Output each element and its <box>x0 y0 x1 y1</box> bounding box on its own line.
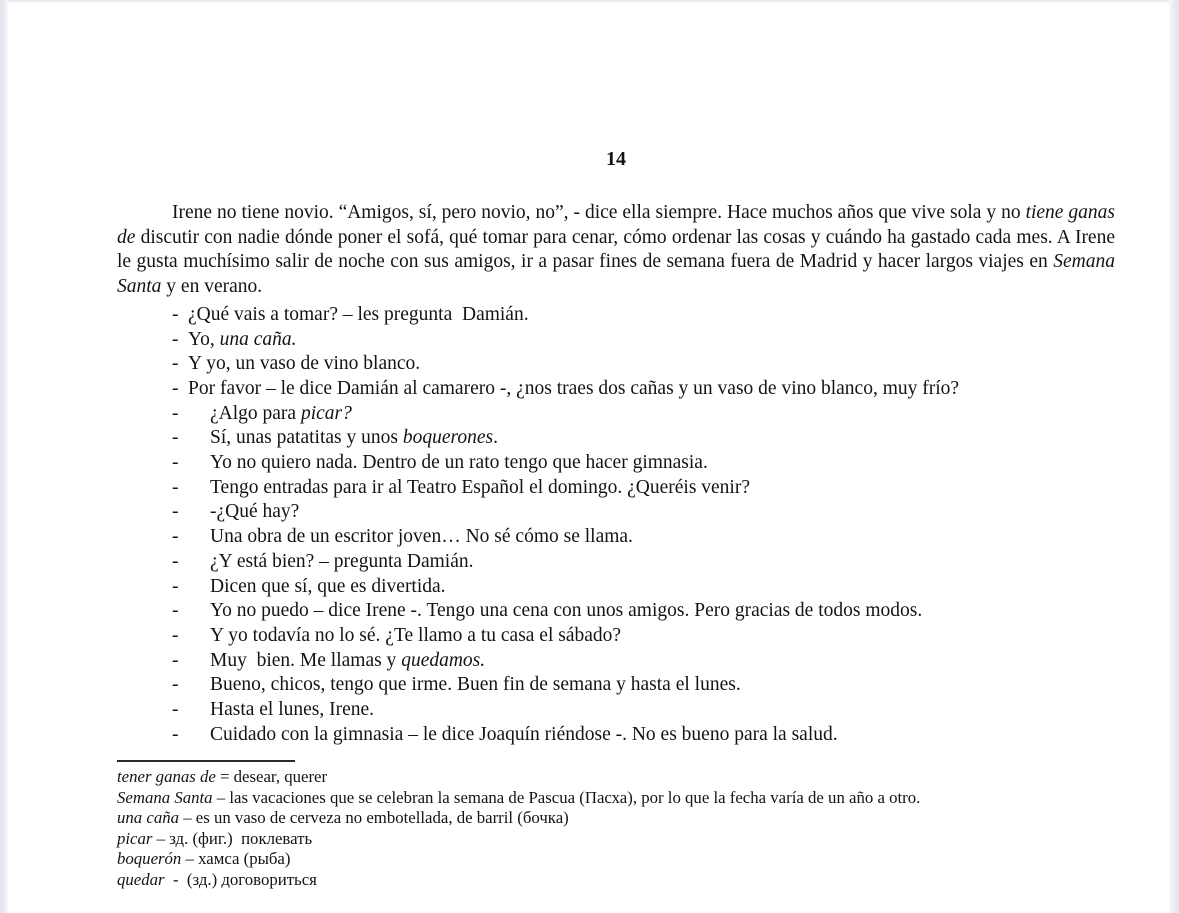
text-segment: boquerones <box>402 427 494 449</box>
dialogue-text <box>210 501 299 522</box>
text-segment: quedamos. <box>401 649 486 671</box>
text-segment: ¿Y está bien? – pregunta Damián. <box>210 550 474 572</box>
dialogue-line <box>117 624 1115 649</box>
text-segment: tener ganas de <box>117 767 216 787</box>
text-segment: – las vacaciones que se celebran la semana de Pascua (Пасха), por lo que la fecha varía de un año a otro. <box>212 787 921 807</box>
dialogue-text <box>210 600 922 621</box>
text-segment: – es un vaso de cerveza no embotellada, de barril (бочка) <box>179 808 569 828</box>
dialogue-text <box>188 304 529 325</box>
text-segment: Cuidado con la gimnasia – le dice Joaquín riéndose -. No es bueno para la salud. <box>210 723 838 745</box>
dialogue-text <box>188 329 297 350</box>
footnote-line <box>117 849 1115 870</box>
dialogue-text <box>210 724 838 745</box>
dialogue-dash: - <box>172 452 179 474</box>
dialogue-text <box>210 452 708 473</box>
dialogue-text <box>210 625 621 646</box>
text-segment: Y yo, un vaso de vino blanco. <box>188 353 421 375</box>
text-segment: Irene no tiene novio. “Amigos, sí, pero novio, no”, - dice ella siempre. Hace muchos años que vive sola y no <box>172 202 1026 223</box>
text-segment: Tengo entradas para ir al Teatro Español el domingo. ¿Queréis venir? <box>210 476 751 498</box>
dialogue-line <box>117 723 1115 748</box>
dialogue-dash: - <box>172 377 179 399</box>
text-segment: ¿Qué vais a tomar? – les pregunta Damián. <box>188 303 529 325</box>
dialogue-dash: - <box>172 649 179 671</box>
footnote-line <box>117 808 1115 829</box>
text-segment: Yo, <box>188 328 220 350</box>
footnote-line <box>117 788 1115 809</box>
text-segment: Yo no quiero nada. Dentro de un rato tengo que hacer gimnasia. <box>210 452 708 474</box>
dialogue-dash: - <box>172 353 179 375</box>
text-segment: Y yo todavía no lo sé. ¿Te llamo a tu casa el sábado? <box>210 624 622 646</box>
text-segment: – зд. (фиг.) поклевать <box>152 828 313 848</box>
text-segment: Hasta el lunes, Irene. <box>210 699 375 721</box>
intro-paragraph <box>117 201 1120 300</box>
dialogue-dash: - <box>172 600 179 622</box>
dialogue-dash: - <box>172 550 179 572</box>
dialogue-text <box>188 378 959 399</box>
page-number: 14 <box>606 148 626 170</box>
dialogue-dash: - <box>172 427 179 449</box>
footnote-line <box>117 767 1115 788</box>
dialogue-text <box>210 403 352 424</box>
dialogue-line <box>117 328 1115 353</box>
page-edge-left <box>0 0 8 913</box>
footnote-separator <box>117 760 295 762</box>
text-segment: picar <box>117 828 153 848</box>
dialogue-dash: - <box>172 501 179 523</box>
dialogue-text <box>210 576 446 597</box>
dialogue-line <box>117 525 1115 550</box>
dialogue-text <box>210 477 750 498</box>
dialogue-line <box>117 698 1115 723</box>
text-segment: Sí, unas patatitas y unos <box>210 427 403 449</box>
text-segment: Muy bien. Me llamas y <box>210 649 402 671</box>
dialogue-line <box>117 426 1115 451</box>
dialogue-text <box>210 526 633 547</box>
dialogue-line <box>117 352 1115 377</box>
dialogue-dash: - <box>172 575 179 597</box>
dialogue-line <box>117 575 1115 600</box>
dialogue-line <box>117 649 1115 674</box>
text-segment: tiene ganas de <box>117 202 1120 248</box>
dialogue-line <box>117 377 1115 402</box>
dialogue-dash: - <box>172 699 179 721</box>
dialogue-text <box>210 699 374 720</box>
dialogue-line <box>117 550 1115 575</box>
text-segment: una caña <box>117 808 179 828</box>
dialogue-line <box>117 451 1115 476</box>
dialogue-text <box>210 674 741 695</box>
page-content <box>117 0 1120 890</box>
dialogue-text <box>210 650 485 671</box>
dialogue-dash: - <box>172 328 179 350</box>
dialogue-line <box>117 402 1115 427</box>
text-segment: ¿Algo para <box>210 402 301 424</box>
dialogue-text <box>210 551 474 572</box>
text-segment: Una obra de un escritor joven… No sé cómo se llama. <box>210 526 633 548</box>
text-segment: – хамса (рыба) <box>181 849 291 869</box>
dialogue-line <box>117 500 1115 525</box>
footnotes-block <box>117 767 1115 890</box>
text-segment: Semana Santa <box>117 787 213 807</box>
text-segment: - (зд.) договориться <box>164 869 317 889</box>
footnote-line <box>117 870 1115 891</box>
footnote-line <box>117 829 1115 850</box>
text-segment: discutir con nadie dónde poner el sofá, qué tomar para cenar, cómo ordenar las cosas y cuándo ha gastado cada mes. A Irene le gusta muchísimo salir de noche con sus amigos, ir a pasar fines de semana fuera de Madrid y hacer largos viajes en <box>117 226 1120 273</box>
dialogue-line <box>117 303 1115 328</box>
dialogue-dash: - <box>172 303 179 325</box>
dialogue-text <box>188 353 420 374</box>
dialogue-dash: - <box>172 476 179 498</box>
page-edge-right <box>1169 0 1179 913</box>
dialogue-line <box>117 476 1115 501</box>
text-segment: picar? <box>300 402 352 424</box>
text-segment: Yo no puedo – dice Irene -. Tengo una cena con unos amigos. Pero gracias de todos modos. <box>210 600 923 622</box>
text-segment: quedar <box>117 869 165 889</box>
dialogue-line <box>117 599 1115 624</box>
dialogue-text <box>210 427 498 448</box>
dialogue-block <box>117 303 1115 748</box>
text-segment: Por favor – le dice Damián al camarero -, ¿nos traes dos cañas y un vaso de vino blanco, muy frío? <box>188 377 960 399</box>
dialogue-dash: - <box>172 402 179 424</box>
text-segment: Semana Santa <box>117 251 1120 298</box>
text-segment: . <box>493 427 498 449</box>
text-segment: -¿Qué hay? <box>210 501 300 523</box>
text-segment: boquerón <box>117 849 182 869</box>
text-segment: Bueno, chicos, tengo que irme. Buen fin de semana y hasta el lunes. <box>210 674 741 696</box>
dialogue-dash: - <box>172 723 179 745</box>
dialogue-dash: - <box>172 624 179 646</box>
dialogue-line <box>117 673 1115 698</box>
text-segment: = desear, querer <box>215 767 328 787</box>
dialogue-dash: - <box>172 674 179 696</box>
text-segment: una caña. <box>219 328 297 350</box>
dialogue-dash: - <box>172 526 179 548</box>
text-segment: y en verano. <box>161 276 263 298</box>
text-segment: Dicen que sí, que es divertida. <box>210 575 446 597</box>
